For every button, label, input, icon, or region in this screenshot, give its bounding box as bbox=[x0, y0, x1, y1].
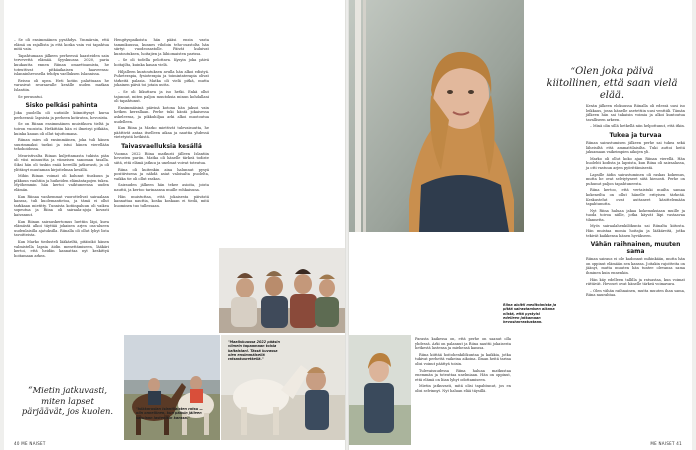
paragraph: Mihin Riinan voimat oli kulunut tiuskuun ja pikkuun vauhtiin ja huikeiden elämäntapojen tukea. Myöhemmin hän kertoi vaihtuneensa uuden elämän. bbox=[14, 174, 109, 193]
paragraph: Lapsille äidin sairastuminen oli raskas kokemus, mutta he ovat selviytyneet siitä hienosti. Perhe on puhunut paljon tapahtuneesta. bbox=[586, 172, 685, 186]
paragraph: – Se oli todella pelottava. Kysyin joka päivä hoitajilta, kuinka kauan vielä. bbox=[114, 58, 209, 67]
horse-photo-left-illustration bbox=[124, 335, 220, 440]
paragraph: Riinan mies oli ensimmäinen, joka tuli hänen suurimmaksi tueksi ja istui hänen vierellään tehohoidossa. bbox=[14, 138, 109, 152]
paragraph: Meuristivalta Riinan kuljettamasta tukista piän oli viisi minuuttia ja viimeisen sanoman tasalla. Siksi hän oli tuskin enää hereillä jatkuvasti, ja oli ylittänyt muutaman kirjoitelman kesällä. bbox=[14, 153, 109, 172]
paragraph: Riina kertoo, että vertaistuki muilta samaa kokeneilta on ollut hänelle erityisen tärkeää. Keskustelut ovat auttaneet käsittelemään tapahtunutta. bbox=[586, 188, 685, 207]
paragraph: Hän muistuttaa, että jokaisesta päivästä kannattaa nauttia, koska koskaan ei tiedä, mitä huominen tuo tullessaan. bbox=[114, 194, 209, 208]
paragraph: Nyt Riina haluaa jakaa kokemuksiaan muille ja tuoda toivoa niille, jotka käyvät läpi vastaavaa tilannetta. bbox=[586, 208, 685, 222]
paragraph: Se on Riinan ensimmäinen muistikuva tieltä ja toivon vuosista. Hetkittäin hän ei ilmeisyi pitkään, kuinka kauan oli ollut tajuttomana. bbox=[14, 122, 109, 136]
paragraph: Kun Riina ja Marko miettivät tulevaisuutta, he päättivät antaa itselleen aikaa ja nauttia yhdessä vietetyistä hetkistä. bbox=[114, 126, 209, 140]
paragraph: – Se oli liikuttava ja iso hetki. Enkä ollut tajunnut, miten paljon muutoksia minun kohdallani oli tapahtunut. bbox=[114, 89, 209, 104]
bottom-photo-illustration bbox=[349, 335, 411, 445]
photo-caption-top: "Maaliskuussa 2022 pääsin viimein tapaamaan toisia kaltaisiani. Tässä kuvassa olen ensimmäisellä ratsastusretkellä." bbox=[228, 340, 280, 362]
paragraph: – Se oli ensimmäinen pysähdys. Ymmärsin, että elämä on rajallista ja että koska vain voi tapahtua mitä vain. bbox=[14, 38, 109, 52]
paragraph: Mietin jatkuvasti, mitä olisi tapahtunut, jos en olisi selvinnyt. Nyt haluan elää täysillä. bbox=[415, 384, 511, 393]
paragraph: Kesän jälkeen elokuussa Riinalla oli edessä uusi iso leikkaus, jossa hänelle asetettiin uusi venttiili. Tämän jälkeen hän sai takaisin voimia ja alkoi kuntoutua tavalliseen arkeen. bbox=[586, 104, 685, 122]
subheading: Sisko pelkäsi pahinta bbox=[25, 102, 98, 110]
bottom-photo bbox=[349, 335, 411, 445]
paragraph: Tulevaisuudessa Riina haluaa matkustaa enemmän ja toteuttaa unelmiaan. Hän on oppinut, että elämä on liian lyhyt odottamiseen. bbox=[415, 368, 511, 382]
pull-quote-text: Olen joka päivä kiitollinen, että saan vielä elää. bbox=[546, 66, 678, 101]
family-photo bbox=[219, 248, 345, 333]
quote-mark: “ bbox=[570, 67, 576, 77]
left-column-1 bbox=[14, 38, 109, 260]
paragraph: Kun Riinaa vanhemmat vuorottelivat sairaalaan kanssa, tuli kuolemantietoa, ja tämä ei ollut tarkkaan mietitty. Tunnista kotiinpaluun oli vaikea sopeutua ja Riina oli sairaala-ajoja kovasti kaivannut. bbox=[14, 194, 109, 217]
paragraph: Marko oli ollut koko ajan Riinan vierellä. Hän huolehti kodista ja lapsista, kun Riina oli sairaalassa, ja otti vastuun arjen pyörittämisestä. bbox=[586, 156, 685, 170]
paragraph: Myös sairaalahenkilökunta sai Riinalta kiitosta. Hän muistaa monia hoitajia ja lääkäreitä, jotka tekivät kaikkensa hänen hyväkseen. bbox=[586, 224, 685, 238]
paragraph: Riinan sairaus ei ole kadonnut mihinkään, mutta hän on oppinut elämään sen kanssa. Joitakin rajoitteita on jäänyt, mutta muuten hän tuntee olevansa sama ihminen kuin ennenkin. bbox=[586, 257, 685, 276]
right-page bbox=[349, 0, 692, 450]
paragraph: Riinan sairastumisen jälkeen perhe sai tukea sekä läheisiltä että ammattilaisilta. Tuki auttoi heitä jaksamaan vaikeimpien aikojen yli. bbox=[586, 140, 685, 155]
paragraph: Riina oli kuitenkin aina halunnut pysyä positiivisena ja nähdä asiat valoisalta puolelta, vaikka tie oli ollut raskas. bbox=[114, 167, 209, 181]
quote-mark: “ bbox=[27, 386, 33, 396]
right-bottom-column bbox=[415, 337, 511, 396]
photo-caption-bottom: "Isikkaruslan islantilaisten ratsu — olin onnellinen, kun pääsin jälleen satulaan lastenikin kanssa." bbox=[136, 407, 203, 420]
paragraph: Vuonna 2022 Riina matkusti jälleen Islantiin hevosten pariin. Matka oli hänelle tärkeä todiste siitä, että elämä jatkuu ja unelmat voivat toteutua. bbox=[114, 151, 209, 166]
horse-photo-left bbox=[124, 335, 220, 440]
paragraph: Hengityspaikoista hän pääsi ensin vasta tammikuussa, kunnes vihdoin teho-osastolta hän siirtyi vuodeosastolle. Päivät kuluivat kuntoutuksen, hoitajien ja lähiomaisten parissa. bbox=[114, 38, 209, 56]
paragraph: – Olen vähän raihnainen, mutta muuten ihan sama, Riina naurahtaa. bbox=[586, 288, 685, 298]
pull-quote-left bbox=[20, 385, 115, 416]
paragraph: Kun Riinan sairauskertomus luettiin läpi, kuva elämästä alkoi täyttää jokaisen arjen osa-alueen uudenlaisilla ajatuksilla. Riinalla oli ollut lyhyt lista tavoitteista. bbox=[14, 219, 109, 238]
family-photo-illustration bbox=[219, 248, 345, 333]
portrait-photo-illustration bbox=[349, 0, 524, 232]
left-column-2 bbox=[114, 38, 209, 210]
pull-quote-right bbox=[542, 66, 682, 102]
paragraph: Ensimmäisinä päivinä kotona hän jaksoi vain hetken kerrallaan. Perhe tuki häntä jokaisessa askeleessa, ja pikkuhiljaa arki alkoi muotoutua uudelleen. bbox=[114, 105, 209, 124]
paragraph: Se peruuntui. bbox=[18, 94, 43, 99]
subheading: Vähän raihnainen, muuten sama bbox=[590, 241, 681, 256]
left-page bbox=[4, 0, 345, 450]
paragraph: Hiljalleen kuntoutuksen avulla hän alkoi edistyä. Puheterapia, fysioterapia ja toimintaterapia olivat tärkeitä palasia. Matka oli vielä pitkä, mutta jokainen päivä toi jotain uutta. bbox=[114, 69, 209, 88]
subheading: Taivasvaelluksia kesällä bbox=[121, 142, 202, 150]
page-folio-right: ME NAISET 41 bbox=[650, 441, 682, 446]
paragraph: Kun Marko tiedusteli lääkäriltä, pitäisikö hänen valmistella lapsia äidin menettämiseen, lääkäri kertoi, että heidän kannattaa nyt keskittyä hoitamaan arkea. bbox=[14, 239, 109, 258]
pull-quote-text: Mietin jatkuvasti, miten lapset pärjäävät, jos kuolen. bbox=[21, 385, 114, 416]
paragraph: – Minä olin sillä hetkellä niin helpottunut, että itkin. bbox=[590, 124, 686, 129]
paragraph: Hän käy edelleen tallilla ja ratsastaa, kun voimat riittävät. Hevoset ovat hänelle tärkeä voimavara. bbox=[586, 277, 685, 287]
subheading: Tukea ja turvaa bbox=[609, 131, 662, 139]
paragraph: Sairauden jälkeen hän tekee asioita, joista nauttii, ja kertoo tarinaansa muille rohkaisuna. bbox=[114, 183, 209, 193]
paragraph: Tapahtumaan jälkeen perheessä haasteiden sain tervevettä elämää. Syyskuussa 2020, paria kuukautta ennen Riinan omaettoamista, he toteuttivat pitkäaikaisen haaveensa: islanninhevosella tehdyn vaelluksen Islannissa. bbox=[14, 53, 109, 77]
paragraph: Riina kiittää hoitohenkilökuntaa ja kaikkia, jotka tukivat perhettä vaikeina aikoina. Ilman heitä tarina olisi voinut päättyä toisin. bbox=[415, 352, 511, 366]
paragraph: Parasta kaikessa on, että perhe on saanut olla yhdessä. Arki on palannut ja Riina nauttii jokaisesta hetkestä lastensa ja miehensä kanssa. bbox=[415, 337, 511, 351]
paragraph: Joka puolella oli uutisiile kiinnittynyt kursa perheensä: lapsista ja perheen kotirutea, hevosista. bbox=[14, 111, 109, 120]
paragraph: Reissu oli upea. Heti kotiin palattuaan he varasivat seuraavalle kesälle uuden matkan Islantiin. bbox=[14, 78, 109, 92]
right-column bbox=[586, 104, 685, 300]
page-folio-left: 40 ME NAISET bbox=[14, 441, 46, 446]
portrait-photo bbox=[349, 0, 524, 232]
portrait-caption: Riina aloitti meditoimista ja pitää sairastamisen aikana niistä, että pystyisi edelleen jatkamaan hevosharrastustaan. bbox=[503, 303, 557, 325]
